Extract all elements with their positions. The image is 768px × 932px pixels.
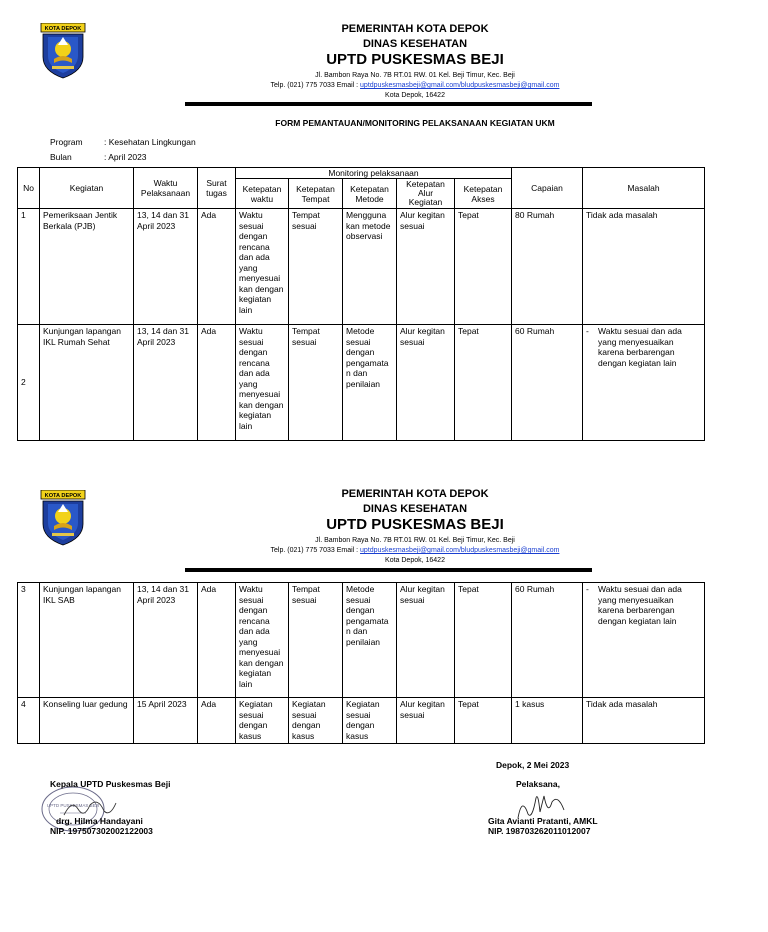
- cell-surat: Ada: [198, 325, 236, 441]
- table-row: [18, 209, 705, 325]
- bullet-item: - Waktu sesuai dan ada yang menyesuaikan karena berbarengan dengan kegiatan lain: [586, 326, 682, 368]
- header-surat: Surat tugas: [198, 168, 236, 209]
- cell-ket-tempat: Kegiatan sesuai dengan kasus: [289, 698, 343, 744]
- cell-no: 2: [18, 325, 40, 441]
- bullet-dash: -: [586, 326, 589, 336]
- puskesmas-name: UPTD PUSKESMAS BEJI: [326, 516, 504, 533]
- cell-surat: Ada: [198, 209, 236, 325]
- cell-ket-akses: Tepat: [455, 698, 512, 744]
- cell-ket-tempat: Tempat sesuai: [289, 583, 343, 698]
- email-link[interactable]: uptdpuskesmasbeji@gmail.com/bludpuskesmasbeji@gmail.com: [360, 82, 560, 89]
- cell-waktu: 13, 14 dan 31 April 2023: [134, 325, 198, 441]
- cell-waktu: 13, 14 dan 31 April 2023: [134, 583, 198, 698]
- table-row: [18, 583, 705, 698]
- cell-waktu: 15 April 2023: [134, 698, 198, 744]
- cell-ket-metode: Metode sesuai dengan pengamata n dan penilaian: [343, 325, 397, 441]
- header-no: No: [18, 168, 40, 209]
- cell-ket-waktu: Kegiatan sesuai dengan kasus: [236, 698, 289, 744]
- bullet-item: - Waktu sesuai dan ada yang menyesuaikan karena berbarengan dengan kegiatan lain: [586, 584, 682, 626]
- puskesmas-name: UPTD PUSKESMAS BEJI: [326, 51, 504, 68]
- cell-capaian: 60 Rumah: [512, 583, 583, 698]
- header-ket-waktu: Ketepatan waktu: [236, 179, 289, 209]
- address: Jl. Bambon Raya No. 7B RT.01 RW. 01 Kel. Beji Timur, Kec. Beji: [315, 537, 515, 544]
- contact-line: Telp. (021) 775 7033 Email : uptdpuskesmasbeji@gmail.com/bludpuskesmasbeji@gmail.com: [270, 82, 560, 89]
- sign-date: Depok, 2 Mei 2023: [496, 760, 570, 770]
- cell-surat: Ada: [198, 583, 236, 698]
- depok-logo: [40, 490, 86, 546]
- cell-ket-tempat: Tempat sesuai: [289, 325, 343, 441]
- bulan-value: : April 2023: [104, 152, 147, 162]
- header-ket-tempat: Ketepatan Tempat: [289, 179, 343, 209]
- executor-name: Gita Avianti Pratanti, AMKL: [488, 816, 598, 826]
- bullet-dash: -: [586, 584, 589, 594]
- city: Kota Depok, 16422: [385, 92, 445, 99]
- cell-no: 4: [18, 698, 40, 744]
- bulan-label: Bulan: [50, 152, 72, 162]
- header-masalah: Masalah: [583, 168, 705, 209]
- executor-nip: NIP. 198703262011012007: [488, 826, 591, 836]
- cell-ket-akses: Tepat: [455, 325, 512, 441]
- cell-capaian: 80 Rumah: [512, 209, 583, 325]
- city: Kota Depok, 16422: [385, 557, 445, 564]
- letterhead-divider: [185, 568, 592, 572]
- letterhead: [150, 23, 680, 101]
- header-ket-metode: Ketepatan Metode: [343, 179, 397, 209]
- cell-capaian: 1 kasus: [512, 698, 583, 744]
- letterhead-divider: [185, 102, 592, 106]
- gov-name: PEMERINTAH KOTA DEPOK: [341, 488, 489, 500]
- header-capaian: Capaian: [512, 168, 583, 209]
- table-row: [18, 325, 705, 441]
- cell-capaian: 60 Rumah: [512, 325, 583, 441]
- cell-no: 1: [18, 209, 40, 325]
- cell-ket-metode: Kegiatan sesuai dengan kasus: [343, 698, 397, 744]
- contact-line: Telp. (021) 775 7033 Email : uptdpuskesmasbeji@gmail.com/bludpuskesmasbeji@gmail.com: [270, 547, 560, 554]
- cell-surat: Ada: [198, 698, 236, 744]
- cell-ket-alur: Alur kegitan sesuai: [397, 325, 455, 441]
- cell-ket-akses: Tepat: [455, 583, 512, 698]
- form-title: FORM PEMANTAUAN/MONITORING PELAKSANAAN KEGIATAN UKM: [275, 118, 555, 128]
- agency-name: DINAS KESEHATAN: [362, 38, 468, 50]
- cell-kegiatan: Konseling luar gedung: [40, 698, 134, 744]
- cell-no: 3: [18, 583, 40, 698]
- table-row: [18, 698, 705, 744]
- cell-ket-tempat: Tempat sesuai: [289, 209, 343, 325]
- cell-masalah: [583, 583, 705, 698]
- cell-kegiatan: Kunjungan lapangan IKL Rumah Sehat: [40, 325, 134, 441]
- monitoring-table: [17, 167, 705, 441]
- cell-kegiatan: Pemeriksaan Jentik Berkala (PJB): [40, 209, 134, 325]
- cell-ket-waktu: Waktu sesuai dengan rencana dan ada yang menyesuai kan dengan kegiatan lain: [236, 325, 289, 441]
- cell-masalah: [583, 325, 705, 441]
- head-name: drg. Hilma Handayani: [56, 816, 143, 826]
- address: Jl. Bambon Raya No. 7B RT.01 RW. 01 Kel. Beji Timur, Kec. Beji: [315, 72, 515, 79]
- header-waktu: Waktu Pelaksanaan: [134, 168, 198, 209]
- program-label: Program: [50, 137, 83, 147]
- head-nip: NIP. 197507302002122003: [50, 826, 153, 836]
- cell-ket-akses: Tepat: [455, 209, 512, 325]
- svg-text:UPTD PUSKESMAS BEJI: UPTD PUSKESMAS BEJI: [46, 803, 100, 808]
- executor-title: Pelaksana,: [516, 779, 560, 789]
- header-monitoring: Monitoring pelaksanaan: [236, 168, 512, 179]
- header-kegiatan: Kegiatan: [40, 168, 134, 209]
- monitoring-table-continued: [17, 582, 705, 744]
- email-link[interactable]: uptdpuskesmasbeji@gmail.com/bludpuskesmasbeji@gmail.com: [360, 547, 560, 554]
- cell-ket-alur: Alur kegitan sesuai: [397, 209, 455, 325]
- cell-ket-metode: Metode sesuai dengan pengamata n dan penilaian: [343, 583, 397, 698]
- svg-text:KOTA DEPOK: KOTA DEPOK: [44, 26, 82, 32]
- cell-masalah: Tidak ada masalah: [583, 698, 705, 744]
- depok-logo: [40, 23, 86, 79]
- cell-waktu: 13, 14 dan 31 April 2023: [134, 209, 198, 325]
- letterhead: [150, 488, 680, 566]
- cell-ket-waktu: Waktu sesuai dengan rencana dan ada yang menyesuai kan dengan kegiatan lain: [236, 583, 289, 698]
- head-title: Kepala UPTD Puskesmas Beji: [50, 779, 171, 789]
- cell-masalah: Tidak ada masalah: [583, 209, 705, 325]
- svg-text:KOTA DEPOK: KOTA DEPOK: [44, 493, 82, 499]
- cell-ket-waktu: Waktu sesuai dengan rencana dan ada yang menyesuai kan dengan kegiatan lain: [236, 209, 289, 325]
- cell-kegiatan: Kunjungan lapangan IKL SAB: [40, 583, 134, 698]
- program-value: : Kesehatan Lingkungan: [104, 137, 196, 147]
- header-ket-akses: Ketepatan Akses: [455, 179, 512, 209]
- cell-ket-alur: Alur kegitan sesuai: [397, 698, 455, 744]
- gov-name: PEMERINTAH KOTA DEPOK: [341, 23, 489, 35]
- agency-name: DINAS KESEHATAN: [362, 503, 468, 515]
- cell-ket-alur: Alur kegitan sesuai: [397, 583, 455, 698]
- cell-ket-metode: Mengguna kan metode observasi: [343, 209, 397, 325]
- header-ket-alur: Ketepatan Alur Kegiatan: [397, 179, 455, 209]
